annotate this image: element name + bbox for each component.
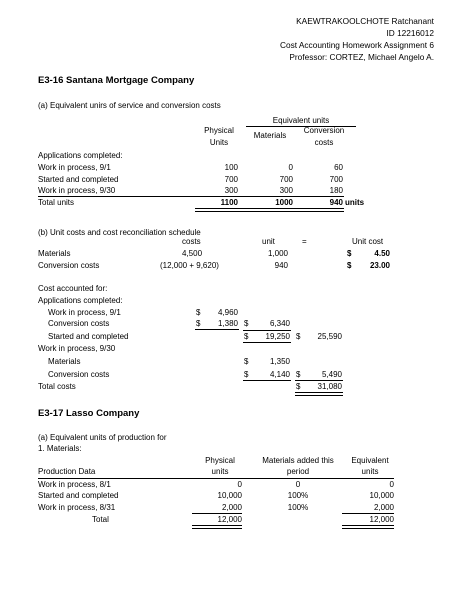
- wip-91-value: 4,960: [217, 308, 238, 317]
- conversion-930-total-dollar: $: [296, 370, 301, 379]
- wip-930-label: Work in process, 9/30: [38, 344, 116, 353]
- conversion-930-label: Conversion costs: [48, 370, 110, 379]
- row-equivalent: 10,000: [369, 491, 394, 500]
- conversion-930-dollar: $: [244, 370, 249, 379]
- row-unit-cost: 4.50: [374, 249, 390, 258]
- double-underline: [192, 525, 242, 529]
- total-physical: 12,000: [217, 515, 242, 524]
- total-physical: 1100: [220, 198, 238, 207]
- wip-91-conversion-dollar: $: [196, 319, 201, 328]
- total-conversion: 940: [329, 198, 343, 207]
- e316-col-unit: unit: [262, 237, 275, 246]
- row-unit: 940: [274, 261, 288, 270]
- row-label: Conversion costs: [38, 261, 100, 270]
- e317-col-equivalent-units: units: [361, 467, 379, 476]
- started-completed-value: 19,250: [265, 332, 290, 341]
- row-conversion: 60: [334, 163, 343, 172]
- e316-col-eq: =: [302, 237, 307, 246]
- materials-930-value: 1,350: [269, 357, 290, 366]
- e316-title: E3-16 Santana Mortgage Company: [38, 75, 195, 86]
- row-materials: 100%: [287, 503, 309, 512]
- e316-col-physical: Physical: [204, 126, 234, 135]
- conversion-930-total-value: 5,490: [321, 370, 342, 379]
- started-completed-label: Started and completed: [48, 332, 129, 341]
- row-materials: 700: [279, 175, 293, 184]
- row-physical: 10,000: [217, 491, 242, 500]
- e317-col-label: Production Data: [38, 467, 96, 476]
- row-label: Work in process, 9/30: [38, 186, 116, 195]
- double-underline: [295, 392, 343, 396]
- apps-completed-label: Applications completed:: [38, 296, 123, 305]
- materials-930-dollar: $: [244, 357, 249, 366]
- row-unit: 1,000: [267, 249, 288, 258]
- row-label: Work in process, 9/1: [38, 163, 111, 172]
- e316-col-physical-units: Units: [209, 138, 229, 147]
- e316-part-a-heading: (a) Equivalent unirs of service and conversion costs: [38, 101, 221, 110]
- row-label: Materials: [38, 249, 71, 258]
- e316-part-b-heading: (b) Unit costs and cost reconciliation schedule: [38, 228, 201, 237]
- divider: [243, 380, 291, 381]
- e316-col-materials: Materials: [253, 131, 287, 140]
- wip-91-conversion-label: Conversion costs: [48, 319, 110, 328]
- row-label: Started and completed: [38, 491, 119, 500]
- row-materials: 300: [279, 186, 293, 195]
- started-completed-dollar: $: [244, 332, 249, 341]
- total-label: Total: [92, 515, 109, 524]
- row-equivalent: 2,000: [373, 503, 394, 512]
- double-underline: [342, 525, 394, 529]
- e317-col-materials: Materials added this: [262, 456, 334, 465]
- wip-91-label: Work in process, 9/1: [48, 308, 121, 317]
- row-label: Work in process, 8/31: [38, 503, 116, 512]
- e316-col-conversion: Conversion: [303, 126, 345, 135]
- divider: [38, 478, 394, 479]
- e317-col-materials-period: period: [286, 467, 310, 476]
- student-id: ID 12216012: [386, 28, 434, 38]
- e317-heading-1: (a) Equivalent units of production for: [38, 433, 167, 442]
- e317-col-physical-units: units: [211, 467, 229, 476]
- e316-col-unit-cost: Unit cost: [352, 237, 384, 246]
- row-materials: 100%: [287, 491, 309, 500]
- row-equivalent: 0: [389, 480, 394, 489]
- total-units-word: units: [345, 198, 365, 207]
- e317-heading-2: 1. Materials:: [38, 444, 82, 453]
- e316-equivalent-units-header: Equivalent units: [272, 116, 330, 125]
- divider: [243, 330, 291, 331]
- row-costs: 4,500: [182, 249, 203, 258]
- total-costs-dollar: $: [296, 382, 301, 391]
- row-unit-cost: 23.00: [369, 261, 390, 270]
- double-underline: [195, 208, 344, 212]
- started-total-value: 25,590: [317, 332, 342, 341]
- row-physical: 0: [237, 480, 242, 489]
- materials-930-label: Materials: [48, 357, 81, 366]
- e316-section-label: Applications completed:: [38, 151, 123, 160]
- row-physical: 700: [224, 175, 238, 184]
- professor-name: Professor: CORTEZ, Michael Angelo A.: [289, 52, 434, 62]
- conversion-930-value: 4,140: [269, 370, 290, 379]
- divider: [295, 380, 343, 381]
- row-dollar: $: [347, 261, 352, 270]
- wip-91-conversion-value: 1,380: [217, 319, 238, 328]
- total-equivalent: 12,000: [369, 515, 394, 524]
- started-total-dollar: $: [296, 332, 301, 341]
- row-materials: 0: [288, 163, 293, 172]
- e317-col-physical: Physical: [205, 456, 235, 465]
- total-costs-label: Total costs: [38, 382, 76, 391]
- row-physical: 100: [224, 163, 238, 172]
- e316-col-costs: costs: [182, 237, 201, 246]
- row-costs: (12,000 + 9,620): [160, 261, 219, 270]
- e317-col-equivalent: Equivalent: [351, 456, 389, 465]
- row-dollar: $: [347, 249, 352, 258]
- row-physical: 300: [224, 186, 238, 195]
- assignment-title: Cost Accounting Homework Assignment 6: [279, 40, 434, 50]
- cost-accounted-label: Cost accounted for:: [38, 284, 108, 293]
- row-label: Work in process, 8/1: [38, 480, 111, 489]
- divider: [38, 196, 344, 197]
- e317-title: E3-17 Lasso Company: [38, 408, 140, 419]
- total-materials: 1000: [275, 198, 293, 207]
- total-costs-value: 31,080: [317, 382, 342, 391]
- divider: [342, 513, 394, 514]
- divider: [243, 342, 291, 343]
- row-conversion: 700: [329, 175, 343, 184]
- row-physical: 2,000: [221, 503, 242, 512]
- wip-91-subtotal-value: 6,340: [269, 319, 290, 328]
- row-conversion: 180: [329, 186, 343, 195]
- wip-91-dollar: $: [196, 308, 201, 317]
- row-materials: 0: [295, 480, 301, 489]
- student-name: KAEWTRAKOOLCHOTE Ratchanant: [296, 16, 434, 26]
- e316-col-conversion-costs: costs: [314, 138, 334, 147]
- divider: [195, 329, 239, 330]
- divider: [192, 513, 242, 514]
- row-label: Started and completed: [38, 175, 119, 184]
- total-label: Total units: [38, 198, 75, 207]
- wip-91-subtotal-dollar: $: [244, 319, 249, 328]
